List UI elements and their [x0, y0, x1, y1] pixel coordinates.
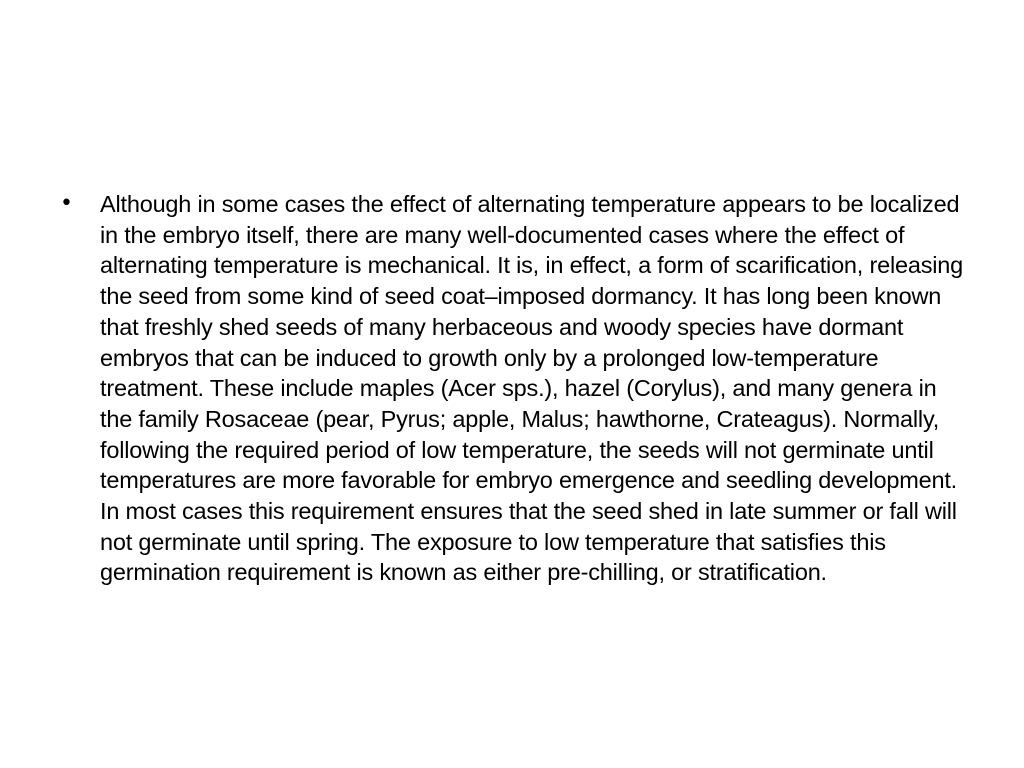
bullet-list	[60, 189, 970, 588]
bullet-marker: •	[60, 191, 73, 216]
bullet-text: Although in some cases the effect of alternating temperature appears to be localized in the embryo itself, there are many well-documented cases where the effect of alternating temperature is mechanical. It is, in effect, a form of scarification, releasing the seed from some kind of seed coat–imposed dormancy. It has long been known that freshly shed seeds of many herbaceous and woody species have dormant embryos that can be induced to growth only by a prolonged low-temperature treatment. These include maples (Acer sps.), hazel (Corylus), and many genera in the family Rosaceae (pear, Pyrus; apple, Malus; hawthorne, Crateagus). Normally, following the required period of low temperature, the seeds will not germinate until temperatures are more favorable for embryo emergence and seedling development. In most cases this requirement ensures that the seed shed in late summer or fall will not germinate until spring. The exposure to low temperature that satisfies this germination requirement is known as either pre-chilling, or stratification.	[100, 191, 964, 586]
bullet-item	[60, 189, 970, 588]
